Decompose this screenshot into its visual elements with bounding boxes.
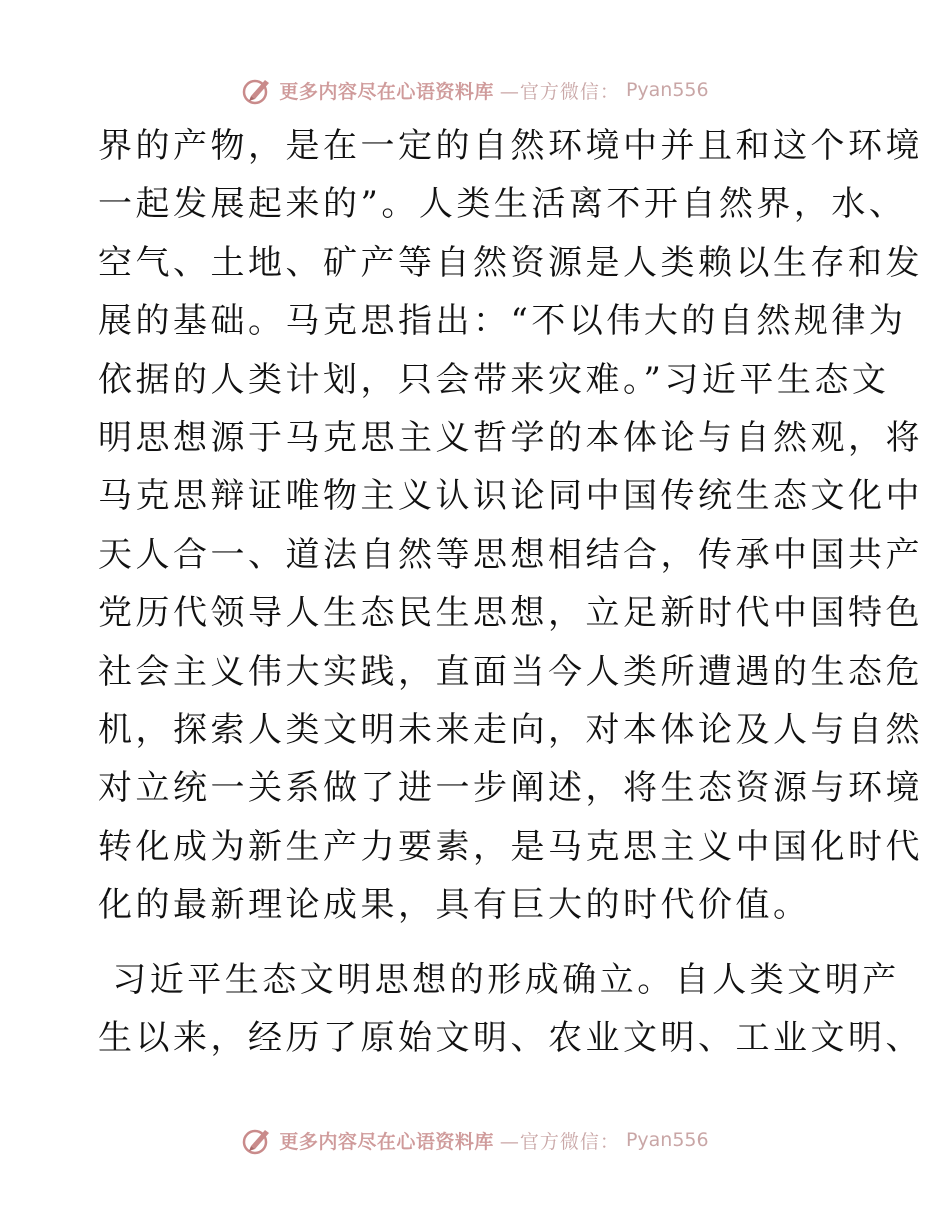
text-line: 对立统一关系做了进一步阐述，将生态资源与环境 bbox=[98, 768, 923, 809]
text-line: 空气、土地、矿产等自然资源是人类赖以生存和发 bbox=[98, 242, 923, 283]
text-line: 一起发展起来的”。人类生活离不开自然界，水、 bbox=[98, 184, 907, 225]
footer-watermark bbox=[0, 1120, 950, 1160]
paragraph-1 bbox=[98, 117, 923, 934]
paragraph-2 bbox=[98, 951, 923, 1068]
text-line: 展的基础。马克思指出：“不以伟大的自然规律为 bbox=[98, 301, 907, 342]
text-line: 转化成为新生产力要素，是马克思主义中国化时代 bbox=[98, 826, 923, 867]
watermark-wechat-id: Pyan556 bbox=[625, 79, 709, 101]
text-line: 马克思辩证唯物主义认识论同中国传统生态文化中 bbox=[98, 476, 923, 517]
text-line: 明思想源于马克思主义哲学的本体论与自然观，将 bbox=[98, 417, 923, 458]
text-line: 党历代领导人生态民生思想，立足新时代中国特色 bbox=[98, 593, 923, 634]
text-line: 机，探索人类文明未来走向，对本体论及人与自然 bbox=[98, 709, 923, 750]
text-line: 天人合一、道法自然等思想相结合，传承中国共产 bbox=[98, 534, 923, 575]
text-line: 习近平生态文明思想的形成确立。自人类文明产 bbox=[98, 960, 900, 1000]
pen-logo-icon bbox=[241, 1124, 273, 1156]
text-line: 社会主义伟大实践，直面当今人类所遭遇的生态危 bbox=[98, 651, 923, 692]
text-line: 化的最新理论成果，具有巨大的时代价值。 bbox=[98, 885, 811, 926]
header-watermark bbox=[0, 70, 950, 110]
text-line: 生以来，经历了原始文明、农业文明、工业文明、 bbox=[98, 1018, 923, 1059]
watermark-wechat-id: Pyan556 bbox=[625, 1129, 709, 1151]
pen-logo-icon bbox=[241, 74, 273, 106]
watermark-main-text: 更多内容尽在心语资料库 bbox=[279, 80, 494, 103]
watermark-sub-text: —官方微信： bbox=[499, 80, 620, 103]
text-line: 依据的人类计划，只会带来灾难。”习近平生态文 bbox=[98, 359, 890, 400]
watermark-sub-text: —官方微信： bbox=[499, 1130, 620, 1153]
watermark-main-text: 更多内容尽在心语资料库 bbox=[279, 1130, 494, 1153]
text-line: 界的产物，是在一定的自然环境中并且和这个环境 bbox=[98, 126, 923, 166]
